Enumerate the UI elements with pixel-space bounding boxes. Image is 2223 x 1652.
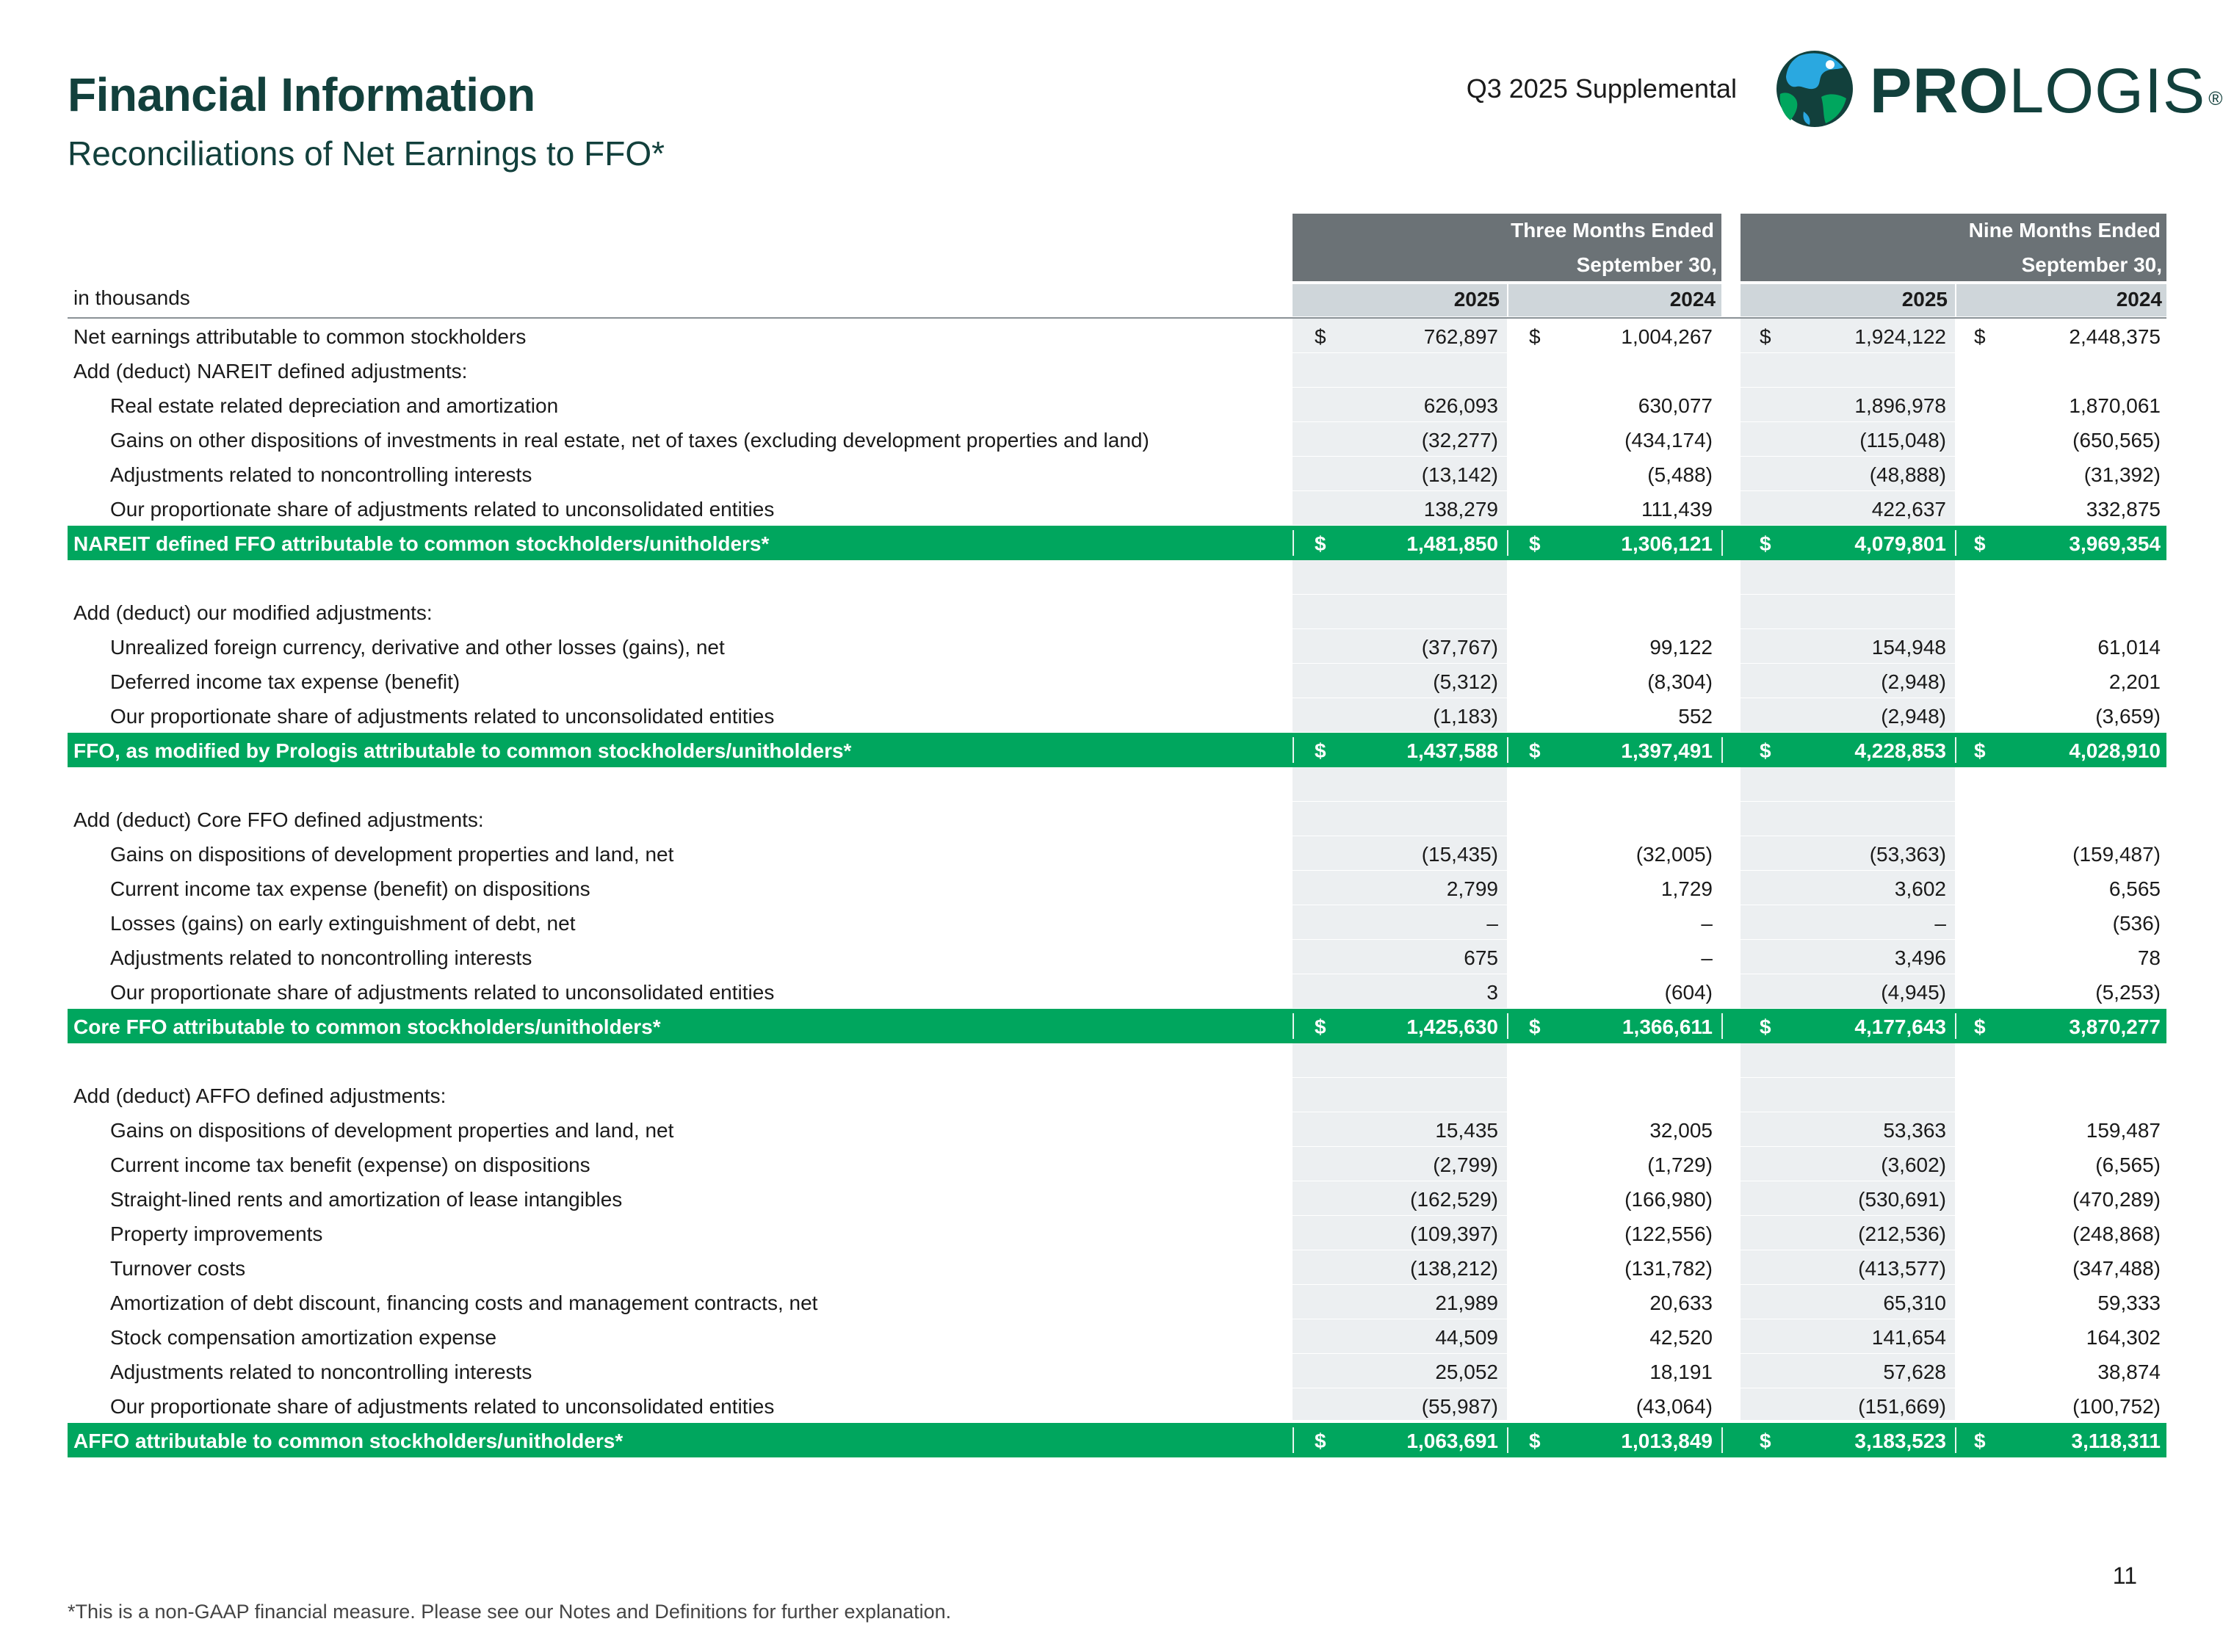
row-value: 38,874 xyxy=(2097,1361,2161,1383)
column-separator xyxy=(1721,1013,1723,1039)
row-label: Turnover costs xyxy=(110,1257,246,1280)
row-label: Gains on dispositions of development properties and land, net xyxy=(110,1119,674,1142)
table-row xyxy=(68,1319,2166,1354)
total-row xyxy=(68,1009,2166,1043)
row-value: (31,392) xyxy=(2083,463,2161,486)
row-value: 78 xyxy=(2137,946,2161,969)
row-value: 65,310 xyxy=(1883,1291,1946,1314)
row-label: NAREIT defined FFO attributable to common stockholders/unitholders* xyxy=(73,532,770,555)
dollar-sign: $ xyxy=(1760,532,1771,555)
row-value: 1,425,630 xyxy=(1406,1015,1498,1038)
table-row xyxy=(68,319,2166,353)
row-label: AFFO attributable to common stockholders/unitholders* xyxy=(73,1430,623,1452)
column-separator xyxy=(1293,737,1294,763)
dollar-sign: $ xyxy=(1974,1430,1986,1452)
row-label: Amortization of debt discount, financing costs and management contracts, net xyxy=(110,1291,818,1314)
dollar-sign: $ xyxy=(1529,1015,1541,1038)
total-row xyxy=(68,1423,2166,1457)
row-value: 2,201 xyxy=(2108,670,2161,693)
row-value: (604) xyxy=(1664,981,1713,1004)
row-value: 20,633 xyxy=(1649,1291,1713,1314)
row-value: (166,980) xyxy=(1624,1188,1713,1211)
row-label: Our proportionate share of adjustments related to unconsolidated entities xyxy=(110,705,775,728)
row-value: (55,987) xyxy=(1421,1395,1498,1418)
row-value: (43,064) xyxy=(1635,1395,1713,1418)
row-label: FFO, as modified by Prologis attributable to common stockholders/unitholders* xyxy=(73,739,852,762)
row-value: 1,924,122 xyxy=(1854,325,1946,348)
dollar-sign: $ xyxy=(1760,1015,1771,1038)
table-row xyxy=(68,629,2166,664)
column-separator xyxy=(1955,1013,1956,1039)
row-value: (212,536) xyxy=(1858,1222,1946,1245)
table-row xyxy=(68,974,2166,1009)
row-value: 422,637 xyxy=(1871,498,1946,521)
row-value: 1,437,588 xyxy=(1406,739,1498,762)
row-value: 3,183,523 xyxy=(1854,1430,1946,1452)
row-value: 1,729 xyxy=(1660,877,1713,900)
dollar-sign: $ xyxy=(1529,532,1541,555)
row-value: (1,183) xyxy=(1433,705,1498,728)
row-value: – xyxy=(1934,912,1946,935)
row-value: (37,767) xyxy=(1421,636,1498,659)
row-value: 4,028,910 xyxy=(2069,739,2161,762)
table-row xyxy=(68,1285,2166,1319)
row-value: 164,302 xyxy=(2086,1326,2161,1349)
column-separator xyxy=(1955,737,1956,763)
row-value: 2,448,375 xyxy=(2069,325,2161,348)
row-value: (470,289) xyxy=(2072,1188,2161,1211)
row-value: (8,304) xyxy=(1647,670,1713,693)
table-row xyxy=(68,353,2166,388)
row-label: Add (deduct) Core FFO defined adjustments: xyxy=(73,808,484,831)
row-value: 15,435 xyxy=(1435,1119,1498,1142)
row-label: Gains on other dispositions of investments in real estate, net of taxes (excluding development properties and land) xyxy=(110,429,1149,452)
row-value: (138,212) xyxy=(1410,1257,1498,1280)
row-value: 61,014 xyxy=(2097,636,2161,659)
row-value: 1,306,121 xyxy=(1621,532,1713,555)
page-title: Financial Information xyxy=(68,68,535,121)
row-label: Unrealized foreign currency, derivative and other losses (gains), net xyxy=(110,636,725,659)
row-value: (13,142) xyxy=(1421,463,1498,486)
row-label: Add (deduct) AFFO defined adjustments: xyxy=(73,1084,447,1107)
row-label: Add (deduct) our modified adjustments: xyxy=(73,601,433,624)
row-label: Gains on dispositions of development properties and land, net xyxy=(110,843,674,866)
row-value: (32,005) xyxy=(1635,843,1713,866)
row-label: Real estate related depreciation and amortization xyxy=(110,394,559,417)
row-value: 32,005 xyxy=(1649,1119,1713,1142)
row-value: 59,333 xyxy=(2097,1291,2161,1314)
three-months-date: September 30, xyxy=(1576,253,1717,276)
three-months-label: Three Months Ended xyxy=(1511,219,1714,242)
dollar-sign: $ xyxy=(1760,1430,1771,1452)
row-value: 44,509 xyxy=(1435,1326,1498,1349)
row-value: (3,602) xyxy=(1881,1153,1946,1176)
row-value: (109,397) xyxy=(1410,1222,1498,1245)
row-label: Our proportionate share of adjustments related to unconsolidated entities xyxy=(110,498,775,521)
page-number: 11 xyxy=(2112,1562,2137,1589)
row-value: (530,691) xyxy=(1858,1188,1946,1211)
year-q3-2025: 2025 xyxy=(1453,288,1500,311)
row-label: Add (deduct) NAREIT defined adjustments: xyxy=(73,360,468,383)
table-row xyxy=(68,1354,2166,1388)
dollar-sign: $ xyxy=(1974,1015,1986,1038)
table-row xyxy=(68,1388,2166,1423)
table-row xyxy=(68,1216,2166,1250)
row-value: (15,435) xyxy=(1421,843,1498,866)
row-value: 4,177,643 xyxy=(1854,1015,1946,1038)
dollar-sign: $ xyxy=(1529,1430,1541,1452)
globe-logo-icon xyxy=(1770,46,1859,132)
row-value: 762,897 xyxy=(1423,325,1498,348)
table-row xyxy=(68,388,2166,422)
row-value: 111,439 xyxy=(1641,498,1713,521)
table-row xyxy=(68,457,2166,491)
row-label: Our proportionate share of adjustments related to unconsolidated entities xyxy=(110,1395,775,1418)
column-separator xyxy=(1955,1427,1956,1453)
row-value: (162,529) xyxy=(1410,1188,1498,1211)
row-label: Our proportionate share of adjustments related to unconsolidated entities xyxy=(110,981,775,1004)
row-value: – xyxy=(1486,912,1498,935)
row-label: Net earnings attributable to common stockholders xyxy=(73,325,527,348)
dollar-sign: $ xyxy=(1315,1015,1326,1038)
row-label: Current income tax benefit (expense) on dispositions xyxy=(110,1153,590,1176)
row-value: (5,312) xyxy=(1433,670,1498,693)
row-value: 138,279 xyxy=(1423,498,1498,521)
row-value: 1,870,061 xyxy=(2069,394,2161,417)
row-value: (347,488) xyxy=(2072,1257,2161,1280)
dollar-sign: $ xyxy=(1760,325,1771,348)
table-row xyxy=(68,905,2166,940)
row-value: 159,487 xyxy=(2086,1119,2161,1142)
row-value: 1,481,850 xyxy=(1406,532,1498,555)
nine-months-date: September 30, xyxy=(2021,253,2162,276)
row-value: 630,077 xyxy=(1638,394,1713,417)
dollar-sign: $ xyxy=(1974,325,1986,348)
row-label: Straight-lined rents and amortization of lease intangibles xyxy=(110,1188,623,1211)
row-value: 18,191 xyxy=(1649,1361,1713,1383)
row-value: (100,752) xyxy=(2072,1395,2161,1418)
table-row xyxy=(68,560,2166,595)
row-label: Adjustments related to noncontrolling interests xyxy=(110,946,532,969)
row-label: Losses (gains) on early extinguishment of debt, net xyxy=(110,912,576,935)
table-row xyxy=(68,1181,2166,1216)
row-value: (413,577) xyxy=(1858,1257,1946,1280)
units-label: in thousands xyxy=(73,286,190,309)
row-value: (248,868) xyxy=(2072,1222,2161,1245)
row-value: (2,948) xyxy=(1881,670,1946,693)
table-row xyxy=(68,1078,2166,1112)
row-value: 4,228,853 xyxy=(1854,739,1946,762)
row-value: 4,079,801 xyxy=(1854,532,1946,555)
row-value: 1,063,691 xyxy=(1406,1430,1498,1452)
row-value: (536) xyxy=(2112,912,2161,935)
table-row xyxy=(68,422,2166,457)
total-row xyxy=(68,733,2166,767)
row-value: – xyxy=(1701,946,1713,969)
row-value: (32,277) xyxy=(1421,429,1498,452)
column-separator xyxy=(1721,1427,1723,1453)
nine-months-label: Nine Months Ended xyxy=(1968,219,2161,242)
row-value: (2,948) xyxy=(1881,705,1946,728)
table-row xyxy=(68,1112,2166,1147)
row-label: Core FFO attributable to common stockholders/unitholders* xyxy=(73,1015,661,1038)
row-label: Stock compensation amortization expense xyxy=(110,1326,497,1349)
table-row xyxy=(68,940,2166,974)
row-value: (4,945) xyxy=(1881,981,1946,1004)
table-row xyxy=(68,664,2166,698)
row-value: 1,366,611 xyxy=(1622,1015,1713,1038)
row-value: (434,174) xyxy=(1624,429,1713,452)
row-value: (5,488) xyxy=(1647,463,1713,486)
column-separator xyxy=(1721,737,1723,763)
row-value: (53,363) xyxy=(1869,843,1946,866)
row-value: 626,093 xyxy=(1423,394,1498,417)
row-value: 3,118,311 xyxy=(2071,1430,2161,1452)
dollar-sign: $ xyxy=(1529,325,1541,348)
row-value: 332,875 xyxy=(2086,498,2161,521)
table-row xyxy=(68,1250,2166,1285)
dollar-sign: $ xyxy=(1315,532,1326,555)
row-value: (3,659) xyxy=(2095,705,2161,728)
row-value: 3,602 xyxy=(1894,877,1946,900)
row-value: (650,565) xyxy=(2072,429,2161,452)
table-row xyxy=(68,1043,2166,1078)
row-label: Current income tax expense (benefit) on dispositions xyxy=(110,877,590,900)
row-value: 3 xyxy=(1486,981,1498,1004)
row-value: (115,048) xyxy=(1859,429,1946,452)
row-value: 675 xyxy=(1464,946,1498,969)
year-ytd-2025: 2025 xyxy=(1901,288,1948,311)
column-separator xyxy=(1507,1427,1508,1453)
row-value: (1,729) xyxy=(1647,1153,1713,1176)
row-value: 99,122 xyxy=(1649,636,1713,659)
dollar-sign: $ xyxy=(1760,739,1771,762)
dollar-sign: $ xyxy=(1529,739,1541,762)
page-subtitle: Reconciliations of Net Earnings to FFO* xyxy=(68,134,665,173)
row-value: 6,565 xyxy=(2108,877,2161,900)
column-separator xyxy=(1955,530,1956,556)
column-separator xyxy=(1293,1427,1294,1453)
supplemental-label: Q3 2025 Supplemental xyxy=(1466,73,1737,104)
row-value: 141,654 xyxy=(1871,1326,1946,1349)
row-value: (2,799) xyxy=(1433,1153,1498,1176)
dollar-sign: $ xyxy=(1974,532,1986,555)
dollar-sign: $ xyxy=(1315,325,1326,348)
table-row xyxy=(68,1147,2166,1181)
column-separator xyxy=(1293,1013,1294,1039)
row-value: 21,989 xyxy=(1435,1291,1498,1314)
row-value: (131,782) xyxy=(1624,1257,1713,1280)
row-value: 154,948 xyxy=(1871,636,1946,659)
row-value: 1,013,849 xyxy=(1621,1430,1713,1452)
table-row xyxy=(68,767,2166,802)
dollar-sign: $ xyxy=(1974,739,1986,762)
prologis-logo xyxy=(1770,46,2223,134)
row-value: 57,628 xyxy=(1883,1361,1946,1383)
column-separator xyxy=(1507,737,1508,763)
year-ytd-2024: 2024 xyxy=(2116,288,2162,311)
row-value: 552 xyxy=(1678,705,1713,728)
column-separator xyxy=(1507,1013,1508,1039)
column-separator xyxy=(1721,530,1723,556)
row-label: Deferred income tax expense (benefit) xyxy=(110,670,460,693)
table-row xyxy=(68,836,2166,871)
prologis-wordmark: PROLOGIS ® xyxy=(1870,56,2223,126)
total-row xyxy=(68,526,2166,560)
year-q3-2024: 2024 xyxy=(1669,288,1716,311)
row-value: 1,004,267 xyxy=(1621,325,1713,348)
row-label: Property improvements xyxy=(110,1222,323,1245)
dollar-sign: $ xyxy=(1315,1430,1326,1452)
row-value: (159,487) xyxy=(2072,843,2161,866)
dollar-sign: $ xyxy=(1315,739,1326,762)
row-value: (48,888) xyxy=(1869,463,1946,486)
table-row xyxy=(68,871,2166,905)
table-row xyxy=(68,491,2166,526)
row-value: 3,496 xyxy=(1894,946,1946,969)
row-value: (6,565) xyxy=(2095,1153,2161,1176)
row-value: (5,253) xyxy=(2095,981,2161,1004)
table-row xyxy=(68,595,2166,629)
row-label: Adjustments related to noncontrolling interests xyxy=(110,463,532,486)
row-value: – xyxy=(1701,912,1713,935)
row-value: 3,870,277 xyxy=(2069,1015,2161,1038)
row-value: 1,896,978 xyxy=(1854,394,1946,417)
column-separator xyxy=(1293,530,1294,556)
row-value: (122,556) xyxy=(1624,1222,1713,1245)
row-value: 2,799 xyxy=(1446,877,1498,900)
row-value: 25,052 xyxy=(1435,1361,1498,1383)
row-value: 3,969,354 xyxy=(2069,532,2161,555)
table-row xyxy=(68,802,2166,836)
table-row xyxy=(68,698,2166,733)
column-separator xyxy=(1507,530,1508,556)
row-value: 53,363 xyxy=(1883,1119,1946,1142)
row-value: (151,669) xyxy=(1858,1395,1946,1418)
row-value: 1,397,491 xyxy=(1621,739,1713,762)
row-value: 42,520 xyxy=(1649,1326,1713,1349)
footnote: *This is a non-GAAP financial measure. Please see our Notes and Definitions for further explanation. xyxy=(68,1601,952,1623)
row-label: Adjustments related to noncontrolling interests xyxy=(110,1361,532,1383)
